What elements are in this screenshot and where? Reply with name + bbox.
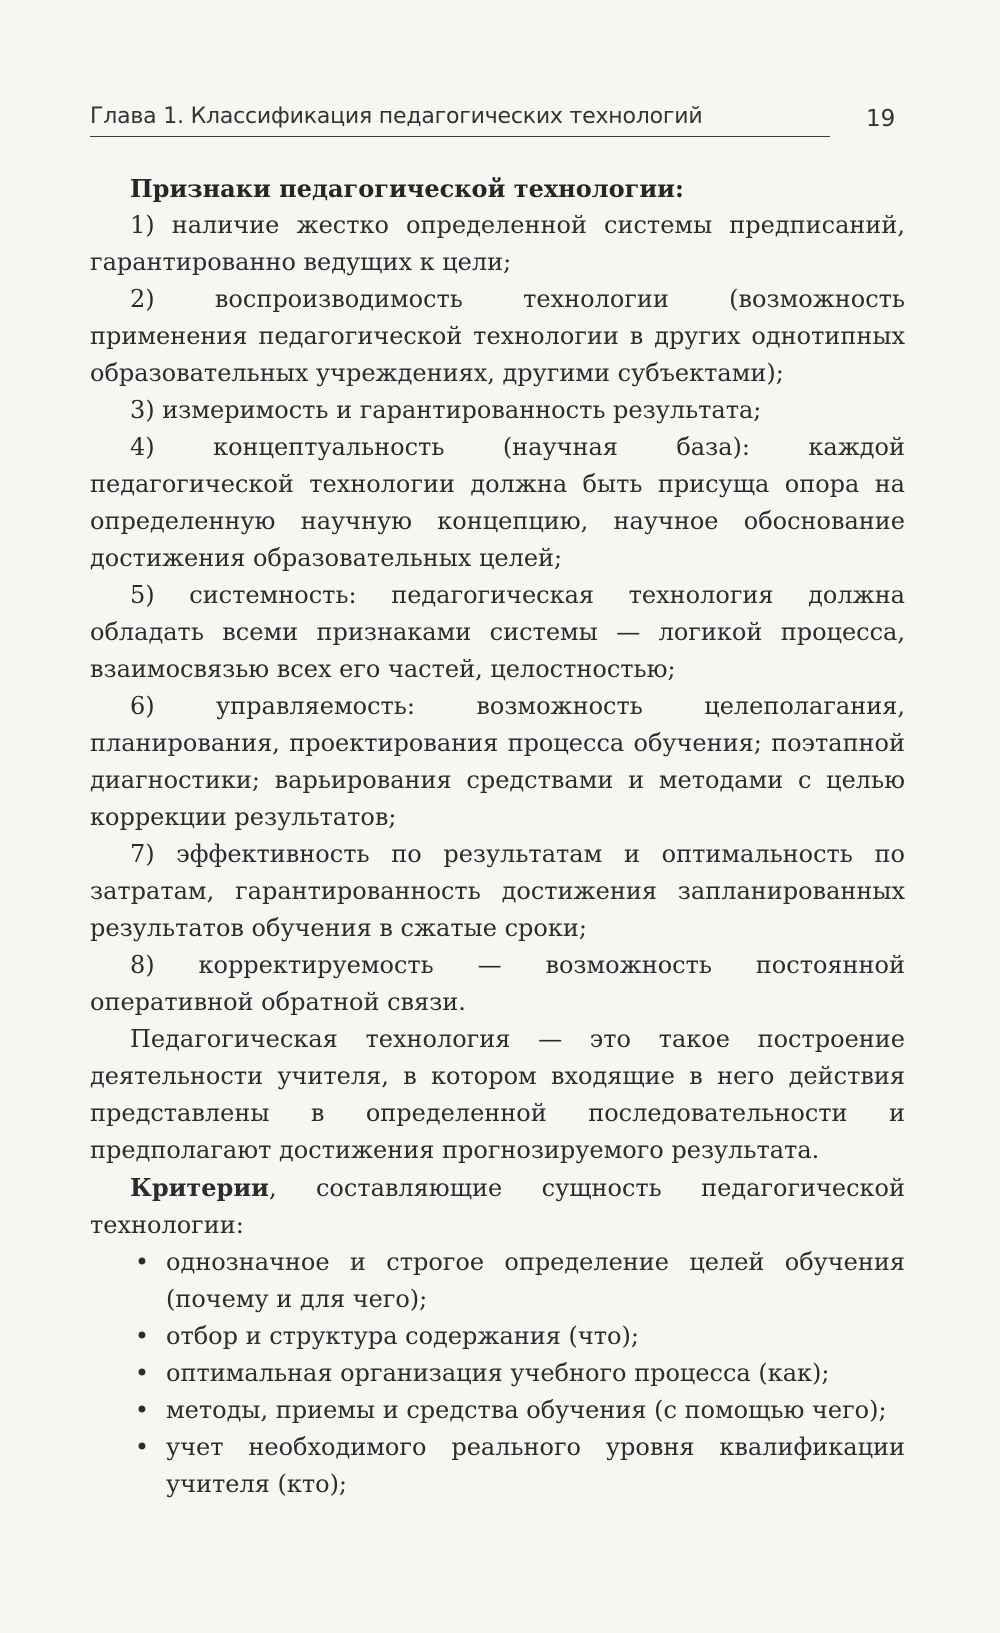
features-heading: Признаки педагогической технологии: [130,174,684,203]
bullet-icon: • [134,1359,150,1387]
criteria-item-text: однозначное и строгое определение целей обучения (почему и для чего); [166,1248,905,1313]
criteria-item [90,1392,905,1429]
criteria-item [90,1244,905,1318]
criteria-item-text: отбор и структура содержания (что); [166,1322,639,1350]
feature-item-7: 7) эффективность по результатам и оптимальность по затратам, гарантированность достижения запланированных результатов обучения в сжатые сроки; [90,840,905,942]
criteria-intro [90,1169,905,1244]
criteria-item-text: оптимальная организация учебного процесса (как); [166,1359,830,1387]
criteria-item [90,1429,905,1503]
feature-item-6: 6) управляемость: возможность целеполагания, планирования, проектирования процесса обучения; поэтапной диагностики; варьирования средствами и методами с целью коррекции результатов; [90,692,905,831]
criteria-item [90,1355,905,1392]
running-title: Глава 1. Классификация педагогических технологий [90,104,703,129]
feature-item-5: 5) системность: педагогическая технология должна обладать всеми признаками системы — логикой процесса, взаимосвязью всех его частей, целостностью; [90,581,905,683]
bullet-icon: • [134,1248,150,1276]
feature-item-3: 3) измеримость и гарантированность результата; [130,396,762,424]
criteria-item-text: учет необходимого реального уровня квалификации учителя (кто); [166,1433,905,1498]
feature-item-4: 4) концептуальность (научная база): каждой педагогической технологии должна быть присуща опора на определенную научную концепцию, научное обоснование достижения образовательных целей; [90,433,905,572]
criteria-term: Критерии [130,1173,269,1202]
criteria-intro-text: , составляющие сущность педагогической технологии: [90,1174,905,1239]
criteria-item-text: методы, приемы и средства обучения (с помощью чего); [166,1396,887,1424]
feature-item-1: 1) наличие жестко определенной системы предписаний, гарантированно ведущих к цели; [90,211,905,276]
running-header [90,102,830,137]
body-text [90,170,905,1503]
page-number: 19 [866,106,896,132]
feature-item-8: 8) корректируемость — возможность постоянной оперативной обратной связи. [90,951,905,1016]
bullet-icon: • [134,1433,150,1461]
criteria-item [90,1318,905,1355]
feature-item-2: 2) воспроизводимость технологии (возможность применения педагогической технологии в других однотипных образовательных учреждениях, другими субъектами); [90,285,905,387]
bullet-icon: • [134,1322,150,1350]
bullet-icon: • [134,1396,150,1424]
criteria-list [90,1244,905,1503]
definition-paragraph: Педагогическая технология — это такое построение деятельности учителя, в котором входящие в него действия представлены в определенной последовательности и предполагают достижения прогнозируемого результата. [90,1025,905,1164]
